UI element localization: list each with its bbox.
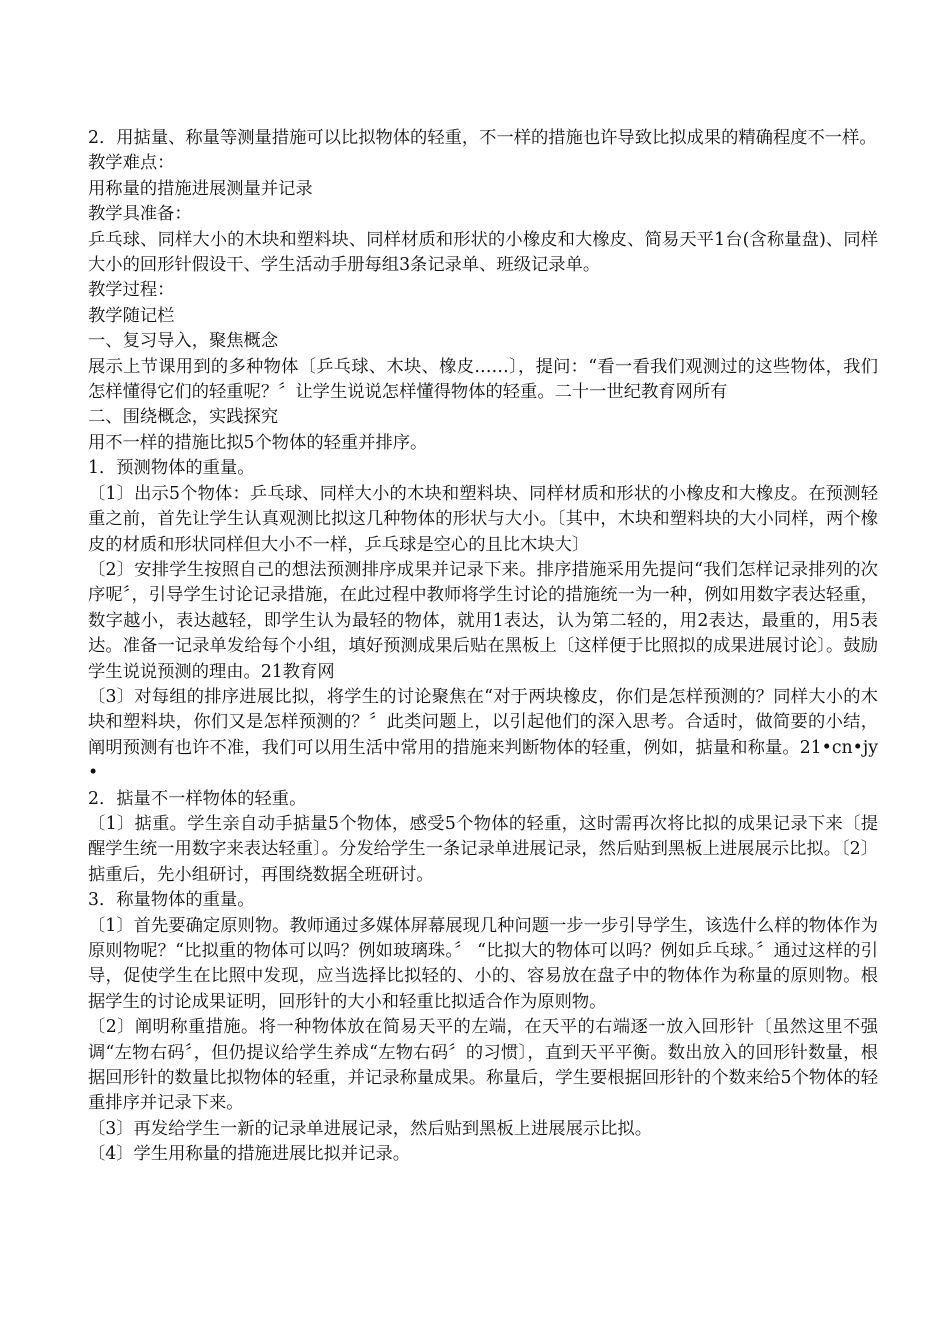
paragraph-explore-intro: 用不一样的措施比拟5个物体的轻重并排序。 xyxy=(88,432,428,453)
heading-notes-column: 教学随记栏 xyxy=(88,305,175,326)
paragraph-weigh-4: 〔4〕学生用称量的措施进展比拟并记录。 xyxy=(88,1144,411,1165)
paragraph-predict-1: 〔1〕出示5个物体：乒乓球、同样大小的木块和塑料块、同样材质和形状的小橡皮和大橡皮。在预测轻重之前，首先让学生认真观测比拟这几种物体的形状与大小。〔其中，木块和塑料块的大小同样，两个橡皮的材质和形状同样但大小不一样，乒乓球是空心的且比木块大〕 xyxy=(88,483,878,555)
paragraph-predict-2: 〔2〕安排学生按照自己的想法预测排序成果并记录下来。排序措施采用先提问“我们怎样记录排列的次序呢〞，引导学生讨论记录措施，在此过程中教师将学生讨论的措施统一为一种，例如用数字表达轻重，数字越小，表达越轻，即学生认为最轻的物体，就用1表达，认为第二轻的，用2表达，最重的，用5表达。准备一记录单发给每个小组，填好预测成果后贴在黑板上〔这样便于比照拟的成果进展讨论〕。鼓励学生说说预测的理由。21教育网 xyxy=(88,559,878,682)
heading-teaching-process: 教学过程： xyxy=(88,280,175,301)
paragraph-weigh-3: 〔3〕再发给学生一新的记录单进展记录，然后贴到黑板上进展展示比拟。 xyxy=(88,1118,652,1139)
section-heading-review: 一、复习导入，聚焦概念 xyxy=(88,331,279,352)
subheading-weigh: 3．称量物体的重量。 xyxy=(88,890,255,911)
paragraph-review: 展示上节课用到的多种物体〔乒乓球、木块、橡皮……〕，提问：“看一看我们观测过的这些物体，我们怎样懂得它们的轻重呢？〞让学生说说怎样懂得物体的轻重。二十一世纪教育网所有 xyxy=(88,356,878,403)
subheading-heft: 2．掂量不一样物体的轻重。 xyxy=(88,788,307,809)
paragraph-key-point-2: 2．用掂量、称量等测量措施可以比拟物体的轻重，不一样的措施也许导致比拟成果的精确程度不一样。 xyxy=(88,128,877,148)
paragraph-difficulty: 用称量的措施进展测量并记录 xyxy=(88,178,313,199)
paragraph-weigh-2: 〔2〕阐明称重措施。将一种物体放在简易天平的左端，在天平的右端逐一放入回形针〔虽然这里不强调“左物右码〞，但仍提议给学生养成“左物右码〞的习惯〕，直到天平平衡。数出放入的回形针数量，根据回形针的数量比拟物体的轻重，并记录称量成果。称量后，学生要根据回形针的个数来给5个物体的轻重排序并记录下来。 xyxy=(88,1017,878,1114)
paragraph-predict-3: 〔3〕对每组的排序进展比拟，将学生的讨论聚焦在“对于两块橡皮，你们是怎样预测的？同样大小的木块和塑料块，你们又是怎样预测的？〞此类问题上，以引起他们的深入思考。合适时，做简要的小结，阐明预测有也许不准，我们可以用生活中常用的措施来判断物体的轻重，例如，掂量和称量。21•cn•jy• xyxy=(88,686,878,784)
subheading-predict: 1．预测物体的重量。 xyxy=(88,458,255,479)
section-heading-explore: 二、围绕概念，实践探究 xyxy=(88,407,279,428)
paragraph-heft-1: 〔1〕掂重。学生亲自动手掂量5个物体，感受5个物体的轻重，这时需再次将比拟的成果记录下来〔提醒学生统一用数字来表达轻重〕。分发给学生一条记录单进展记录，然后贴到黑板上进展展示比拟。〔2〕掂重后，先小组研讨，再围绕数据全班研讨。 xyxy=(88,813,878,885)
heading-teaching-difficulty: 教学难点： xyxy=(88,153,175,174)
paragraph-weigh-1: 〔1〕首先要确定原则物。教师通过多媒体屏幕展现几种问题一步一步引导学生，该选什么样的物体作为原则物呢？“比拟重的物体可以吗？例如玻璃珠。〞 “比拟大的物体可以吗？例如乒乓球。〞通过这样的引导，促使学生在比照中发现，应当选择比拟轻的、小的、容易放在盘子中的物体作为称量的原则物。根据学生的讨论成果证明，回形针的大小和轻重比拟适合作为原则物。 xyxy=(88,915,878,1012)
document-body xyxy=(88,126,878,1168)
paragraph-materials: 乒乓球、同样大小的木块和塑料块、同样材质和形状的小橡皮和大橡皮、简易天平1台(含称量盘)、同样大小的回形针假设干、学生活动手册每组3条记录单、班级记录单。 xyxy=(88,229,878,276)
heading-materials: 教学具准备： xyxy=(88,204,192,225)
